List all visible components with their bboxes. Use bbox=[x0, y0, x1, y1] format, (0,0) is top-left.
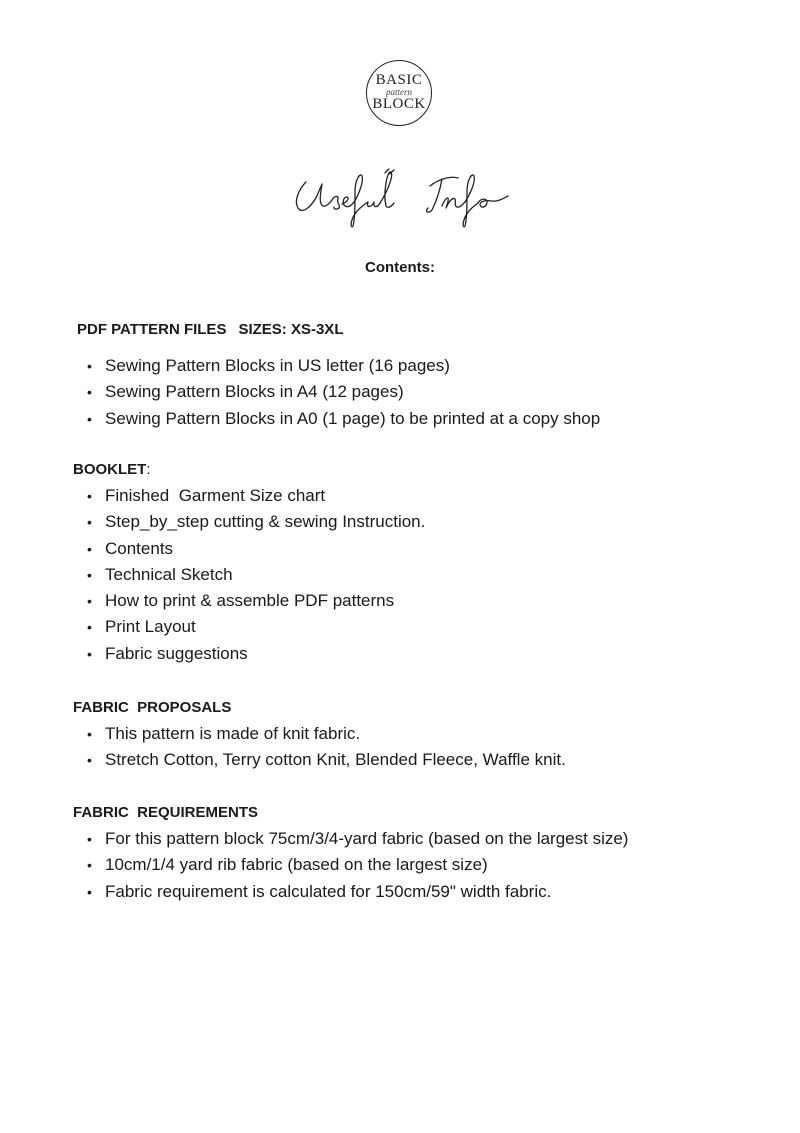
list-item-text: Technical Sketch bbox=[105, 564, 233, 584]
list-item bbox=[73, 509, 425, 535]
list-item-text: For this pattern block 75cm/3/4-yard fabric (based on the largest size) bbox=[105, 829, 629, 848]
logo-text-pattern: pattern bbox=[386, 87, 412, 97]
list-item-text: Sewing Pattern Blocks in A4 (12 pages) bbox=[105, 382, 404, 402]
bullet-icon: • bbox=[87, 384, 92, 401]
list-item-text: Finished Garment Size chart bbox=[105, 486, 326, 505]
list-item bbox=[73, 483, 425, 509]
list-item-text: How to print & assemble PDF patterns bbox=[105, 591, 395, 611]
bullet-icon: • bbox=[87, 883, 92, 900]
list-item-text: Print Layout bbox=[105, 617, 196, 637]
list-item-text: 10cm/1/4 yard rib fabric (based on the largest size) bbox=[105, 855, 488, 875]
list-item-text: Stretch Cotton, Terry cotton Knit, Blended Fleece, Waffle knit. bbox=[105, 750, 566, 770]
list-item-text: Fabric requirement is calculated for 150cm/59" width fabric. bbox=[105, 881, 552, 901]
logo-text-block: BLOCK bbox=[372, 96, 426, 112]
brand-logo bbox=[366, 60, 432, 126]
list-item bbox=[73, 406, 600, 432]
fabric-requirements-heading: FABRIC REQUIREMENTS bbox=[73, 804, 259, 821]
logo-text-basic: BASIC bbox=[375, 72, 423, 88]
list-item-text: This pattern is made of knit fabric. bbox=[105, 724, 361, 743]
list-item bbox=[73, 826, 628, 852]
pdf-files-list bbox=[73, 353, 600, 432]
list-item-text: Contents bbox=[105, 538, 174, 558]
booklet-heading-colon: : bbox=[146, 461, 151, 478]
booklet-heading-title: BOOKLET bbox=[73, 461, 147, 478]
booklet-section bbox=[73, 460, 425, 667]
contents-heading: Contents: bbox=[365, 259, 435, 276]
list-item-text: Step_by_step cutting & sewing Instruction. bbox=[105, 512, 426, 532]
bullet-icon: • bbox=[87, 488, 92, 504]
booklet-list bbox=[73, 483, 425, 667]
bullet-icon: • bbox=[87, 726, 92, 742]
fabric-proposals-heading: FABRIC PROPOSALS bbox=[73, 699, 232, 716]
bullet-icon: • bbox=[87, 593, 92, 610]
pdf-pattern-files-section bbox=[73, 320, 600, 432]
booklet-heading bbox=[73, 460, 425, 480]
bullet-icon: • bbox=[87, 358, 92, 374]
pdf-section-sizes: SIZES: XS-3XL bbox=[238, 321, 344, 338]
bullet-icon: • bbox=[87, 831, 92, 847]
list-item bbox=[73, 721, 566, 747]
list-item-text: Sewing Pattern Blocks in A0 (1 page) to be printed at a copy shop bbox=[105, 408, 601, 428]
useful-info-script-title bbox=[292, 168, 522, 230]
list-item-text: Fabric suggestions bbox=[105, 643, 248, 663]
list-item bbox=[73, 562, 425, 588]
list-item bbox=[73, 614, 425, 640]
fabric-requirements-section bbox=[73, 803, 628, 905]
bullet-icon: • bbox=[87, 752, 92, 769]
list-item bbox=[73, 879, 628, 905]
fabric-requirements-list bbox=[73, 826, 628, 905]
list-item bbox=[73, 588, 425, 614]
bullet-icon: • bbox=[87, 540, 92, 557]
list-item-text: Sewing Pattern Blocks in US letter (16 pages) bbox=[105, 356, 450, 375]
list-item bbox=[73, 353, 600, 379]
fabric-proposals-section bbox=[73, 698, 566, 774]
list-item bbox=[73, 536, 425, 562]
fabric-proposals-list bbox=[73, 721, 566, 774]
list-item bbox=[73, 747, 566, 773]
bullet-icon: • bbox=[87, 857, 92, 874]
list-item bbox=[73, 852, 628, 878]
bullet-icon: • bbox=[87, 645, 92, 662]
list-item bbox=[73, 379, 600, 405]
list-item bbox=[73, 641, 425, 667]
bullet-icon: • bbox=[87, 566, 92, 583]
bullet-icon: • bbox=[87, 410, 92, 427]
bullet-icon: • bbox=[87, 514, 92, 531]
pdf-section-title: PDF PATTERN FILES bbox=[77, 321, 227, 338]
pdf-section-heading bbox=[73, 320, 600, 340]
bullet-icon: • bbox=[87, 619, 92, 636]
